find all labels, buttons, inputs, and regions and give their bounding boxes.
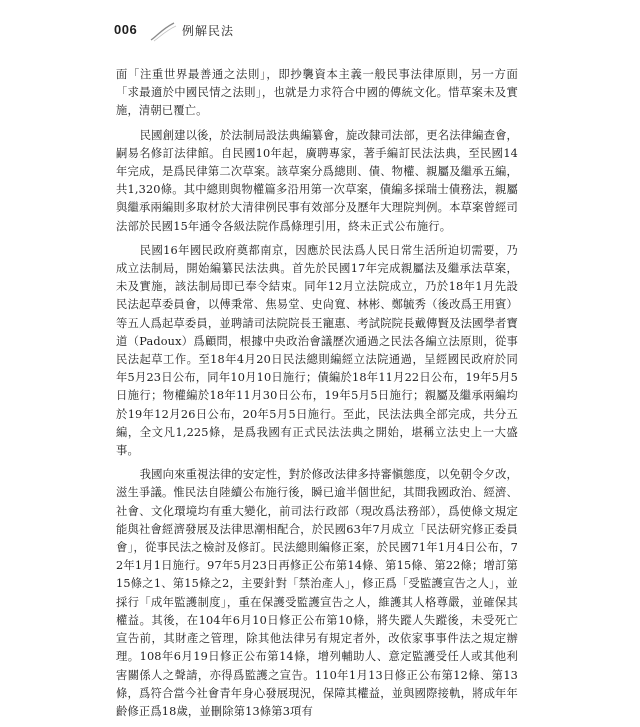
paragraph: 我國向來重視法律的安定性，對於修改法律多持審愼態度，以免朝令夕改，滋生爭議。惟民法自陸續公布施行後，瞬已逾半個世紀，其間我國政治、經濟、社會、文化環境均有重大變化，前司法行政部（現改爲法務部），爲使條文規定能與社會經濟發展及法律思潮相配合，於民國63年7月成立「民法研究修正委員會」，從事民法之檢討及修訂。民法總則編修正案，於民國71年1月4日公布，72年1月1日施行。97年5月23日再修正公布第14條、第15條、第22條；增訂第15條之1、第15條之2，主要針對「禁治產人」，修正爲「受監護宣告之人」，並採行「成年監護制度」，重在保護受監護宣告之人，維護其人格尊嚴，並確保其權益。其後，在104年6月10日修正公布第10條，將失蹤人失蹤後，未受死亡宣告前，其財產之管理，除其他法律另有規定者外，改依家事事件法之規定辦理。108年6月19日修正公布第14條，增列輔助人、意定監護受任人或其他利害關係人之聲請，亦得爲監護之宣告。110年1月13日修正公布第12條、第13條，爲符合當今社會青年身心發展現況，保障其權益，並與國際接軌，將成年年齡修正爲18歲，並刪除第13條第3項有	[116, 468, 518, 718]
paragraph: 民國創建以後，於法制局設法典編纂會，旋改隸司法部，更名法律編查會，嗣易名修訂法律館。自民國10年起，廣聘專家，著手編訂民法法典，至民國14年完成，是爲民律第二次草案。該草案分爲總則、債、物權、親屬及繼承五編，共1,320條。其中總則與物權篇多沿用第一次草案，債編多採瑞士債務法，親屬與繼承兩編則多取材於大清律例民事有效部分及歷年大理院判例。本草案曾經司法部於民國15年通令各級法院作爲條理引用，終未正式公布施行。	[116, 128, 518, 233]
page-number: 006	[114, 22, 138, 37]
paragraph-continued: 面「注重世界最善通之法則」，即抄襲資本主義一般民事法律原則，另一方面「求最適於中國民情之法則」，也就是力求符合中國的傳統文化。惜草案未及實施，清朝已覆亡。	[116, 68, 518, 118]
running-header	[114, 20, 534, 44]
paragraph: 民國16年國民政府奠都南京，因應於民法爲人民日常生活所迫切需要，乃成立法制局，開始編纂民法法典。首先於民國17年完成親屬法及繼承法草案，未及實施，該法制局即已奉令結束。同年12月立法院成立，乃於18年1月先設民法起草委員會，以傅秉常、焦易堂、史尙寬、林彬、鄭毓秀（後改爲王用賓）等五人爲起草委員，並聘請司法院院長王寵惠、考試院院長戴傳賢及法國學者寶道（Padoux）爲顧問，根據中央政治會議歷次通過之民法各編立法原則，從事民法起草工作。至18年4月20日民法總則編經立法院通過，呈經國民政府於同年5月23日公布，同年10月10日施行；債編於18年11月22日公布，19年5月5日施行；物權編於18年11月30日公布，19年5月5日施行；親屬及繼承兩編均於19年12月26日公布，20年5月5日施行。至此，民法法典全部完成，共分五編，全文凡1,225條，是爲我國有正式民法法典之開始，堪稱立法史上一大盛事。	[116, 243, 518, 458]
body-text	[116, 66, 518, 727]
decorative-swoosh-icon	[148, 20, 178, 44]
running-title: 例解民法	[182, 24, 235, 38]
